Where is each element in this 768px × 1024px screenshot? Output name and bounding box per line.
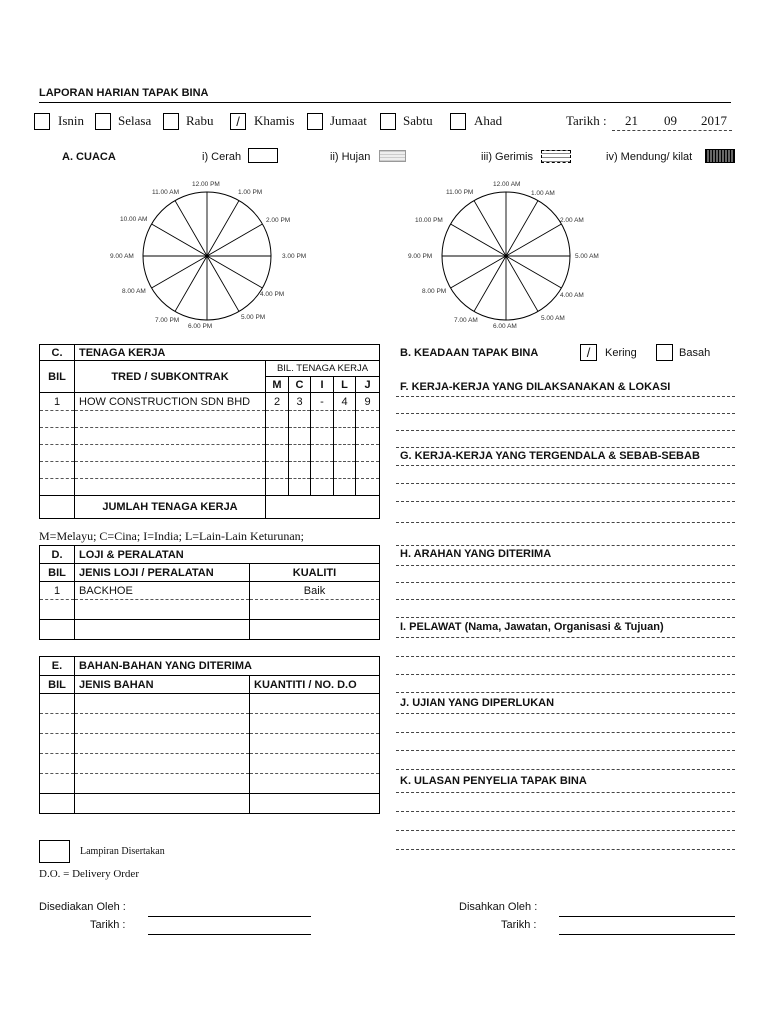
clock-label: 6.00 AM: [493, 323, 517, 330]
bahan-table: [39, 656, 380, 814]
dotted-line[interactable]: [396, 413, 735, 414]
cuaca-heading: A. CUACA: [62, 151, 116, 163]
dotted-line[interactable]: [396, 811, 735, 812]
lampiran-label: Lampiran Disertakan: [80, 846, 165, 857]
section-k-heading: K. ULASAN PENYELIA TAPAK BINA: [400, 775, 587, 787]
clock-label: 10.00 AM: [120, 216, 148, 223]
dotted-line[interactable]: [396, 792, 735, 793]
date-day[interactable]: 21: [625, 113, 638, 128]
lampiran-checkbox[interactable]: [39, 840, 70, 863]
day-checkbox-jumaat[interactable]: [307, 113, 323, 130]
cuaca-gerimis-box[interactable]: [541, 150, 571, 163]
table-row[interactable]: [40, 754, 380, 774]
table-row: [40, 582, 380, 600]
weather-clock-night: [398, 176, 618, 332]
clock-label: 5.00 PM: [241, 314, 266, 321]
tarikh-left-label: Tarikh :: [90, 919, 126, 931]
day-label-jumaat: Jumaat: [330, 113, 367, 128]
tenaga-subcol: C: [289, 377, 311, 393]
bahan-letter: E.: [40, 657, 75, 676]
day-label-selasa: Selasa: [118, 113, 152, 128]
clock-spoke: [506, 224, 561, 256]
loji-col-kualiti: KUALITI: [250, 564, 380, 582]
clock-label: 2.00 PM: [266, 217, 291, 224]
table-row[interactable]: [40, 774, 380, 794]
tenaga-row-bil: 1: [40, 393, 75, 411]
clock-spoke: [506, 256, 561, 288]
day-label-khamis: Khamis: [254, 113, 295, 128]
keadaan-basah-label: Basah: [679, 347, 711, 359]
tenaga-total-value[interactable]: [266, 496, 380, 519]
clock-label: 4.00 PM: [260, 291, 285, 298]
clock-spoke: [506, 256, 538, 311]
clock-label: 5.00 AM: [541, 315, 565, 322]
tenaga-subcol: L: [334, 377, 356, 393]
table-row[interactable]: [40, 714, 380, 734]
table-row[interactable]: [40, 694, 380, 714]
disediakan-label: Disediakan Oleh :: [39, 901, 126, 913]
tenaga-row-l: 4: [334, 393, 356, 411]
dotted-line[interactable]: [396, 465, 735, 466]
dotted-line[interactable]: [396, 656, 735, 657]
clock-spoke: [207, 201, 239, 256]
day-label-rabu: Rabu: [186, 113, 214, 128]
table-row: [40, 393, 380, 411]
clock-label: 12.00 PM: [192, 181, 220, 188]
section-j-heading: J. UJIAN YANG DIPERLUKAN: [400, 697, 555, 709]
dotted-line[interactable]: [396, 599, 735, 600]
cuaca-hujan-label: ii) Hujan: [330, 151, 371, 163]
table-row[interactable]: [40, 734, 380, 754]
day-checkbox-rabu[interactable]: [163, 113, 179, 130]
dotted-line[interactable]: [396, 750, 735, 751]
tenaga-total-label: JUMLAH TENAGA KERJA: [75, 496, 266, 519]
dotted-line[interactable]: [396, 447, 735, 448]
dotted-line[interactable]: [396, 830, 735, 831]
tenaga-col-group: BIL. TENAGA KERJA: [266, 361, 380, 377]
bahan-col-bil: BIL: [40, 676, 75, 694]
clock-label: 9.00 PM: [408, 253, 433, 260]
day-checkbox-isnin[interactable]: [34, 113, 50, 130]
loji-col-bil: BIL: [40, 564, 75, 582]
section-i-heading: I. PELAWAT (Nama, Jawatan, Organisasi & Tujuan): [400, 621, 664, 633]
loji-table: [39, 545, 380, 640]
disediakan-line[interactable]: [148, 916, 311, 917]
clock-spokes: [442, 192, 570, 320]
clock-spoke: [451, 224, 506, 256]
table-row[interactable]: [40, 794, 380, 814]
clock-spoke: [506, 201, 538, 256]
tenaga-row-name: HOW CONSTRUCTION SDN BHD: [75, 393, 266, 411]
dotted-line[interactable]: [396, 849, 735, 850]
clock-label: 5.00 AM: [575, 253, 599, 260]
page-title: LAPORAN HARIAN TAPAK BINA: [39, 87, 209, 99]
clock-spoke: [474, 256, 506, 311]
title-underline: [39, 102, 731, 103]
date-month[interactable]: 09: [664, 113, 677, 128]
cuaca-gerimis-label: iii) Gerimis: [481, 151, 533, 163]
clock-label: 8.00 PM: [422, 288, 447, 295]
clock-spoke: [175, 201, 207, 256]
day-checkbox-sabtu[interactable]: [380, 113, 396, 130]
loji-row-jenis: BACKHOE: [75, 582, 250, 600]
date-underline: [612, 130, 732, 131]
clock-label: 10.00 PM: [415, 217, 443, 224]
clock-label: 11.00 AM: [152, 189, 179, 196]
dotted-line[interactable]: [396, 565, 735, 566]
table-row[interactable]: [40, 479, 380, 496]
clock-label: 8.00 AM: [122, 288, 146, 295]
tenaga-legend: M=Melayu; C=Cina; I=India; L=Lain-Lain Keturunan;: [39, 529, 305, 543]
dotted-line[interactable]: [396, 430, 735, 431]
clock-spoke: [451, 256, 506, 288]
dotted-line[interactable]: [396, 582, 735, 583]
day-label-sabtu: Sabtu: [403, 113, 433, 128]
dotted-line[interactable]: [396, 522, 735, 523]
keadaan-heading: B. KEADAAN TAPAK BINA: [400, 347, 539, 359]
table-row[interactable]: [40, 462, 380, 479]
tenaga-row-i: -: [311, 393, 334, 411]
day-checkbox-khamis[interactable]: /: [230, 113, 246, 130]
clock-label: 11.00 PM: [446, 189, 474, 196]
clock-label: 7.00 PM: [155, 317, 180, 324]
tenaga-row-j: 9: [356, 393, 380, 411]
loji-col-jenis: JENIS LOJI / PERALATAN: [75, 564, 250, 582]
bahan-col-jenis: JENIS BAHAN: [75, 676, 250, 694]
bahan-heading: BAHAN-BAHAN YANG DITERIMA: [75, 657, 380, 676]
tenaga-subcol: J: [356, 377, 380, 393]
clock-label: 9.00 AM: [110, 253, 134, 260]
table-row[interactable]: [40, 620, 380, 640]
keadaan-kering-checkbox[interactable]: /: [580, 344, 597, 361]
dotted-line[interactable]: [396, 501, 735, 502]
keadaan-basah-checkbox[interactable]: [656, 344, 673, 361]
table-row[interactable]: [40, 428, 380, 445]
dotted-line[interactable]: [396, 637, 735, 638]
dotted-line[interactable]: [396, 769, 735, 770]
loji-row-kualiti: Baik: [250, 582, 380, 600]
tenaga-kerja-table: [39, 344, 380, 519]
disahkan-label: Disahkan Oleh :: [459, 901, 538, 913]
keadaan-kering-label: Kering: [605, 347, 637, 359]
table-row[interactable]: [40, 600, 380, 620]
date-year[interactable]: 2017: [701, 113, 727, 128]
section-h-heading: H. ARAHAN YANG DITERIMA: [400, 548, 552, 560]
loji-heading: LOJI & PERALATAN: [75, 546, 380, 564]
cuaca-cerah-box[interactable]: [248, 148, 278, 163]
loji-letter: D.: [40, 546, 75, 564]
do-note: D.O. = Delivery Order: [39, 868, 139, 880]
tarikh-right-line[interactable]: [559, 934, 735, 935]
clock-label: 12.00 AM: [493, 181, 521, 188]
clock-spokes: [143, 192, 271, 320]
clock-spoke: [152, 256, 207, 288]
tarikh-right-label: Tarikh :: [501, 919, 537, 931]
loji-row-bil: 1: [40, 582, 75, 600]
dotted-line[interactable]: [396, 483, 735, 484]
clock-label: 6.00 PM: [188, 323, 213, 330]
clock-label: 1.00 PM: [238, 189, 263, 196]
cuaca-hujan-box[interactable]: [379, 150, 406, 162]
tarikh-left-line[interactable]: [148, 934, 311, 935]
tenaga-col-bil: BIL: [40, 361, 75, 393]
table-row[interactable]: [40, 411, 380, 428]
tenaga-subcol: M: [266, 377, 289, 393]
table-row[interactable]: [40, 445, 380, 462]
clock-spoke: [207, 256, 239, 311]
dotted-line[interactable]: [396, 617, 735, 618]
dotted-line[interactable]: [396, 674, 735, 675]
section-g-heading: G. KERJA-KERJA YANG TERGENDALA & SEBAB-SEBAB: [400, 450, 700, 462]
day-checkbox-ahad[interactable]: [450, 113, 466, 130]
clock-label: 3.00 PM: [282, 253, 307, 260]
bahan-col-kuantiti: KUANTITI / NO. D.O: [250, 676, 380, 694]
dotted-line[interactable]: [396, 545, 735, 546]
date-label: Tarikh :: [566, 113, 607, 128]
clock-spoke: [207, 256, 262, 288]
tenaga-letter: C.: [40, 345, 75, 361]
tenaga-heading: TENAGA KERJA: [75, 345, 380, 361]
clock-label: 7.00 AM: [454, 317, 478, 324]
section-f-heading: F. KERJA-KERJA YANG DILAKSANAKAN & LOKASI: [400, 381, 671, 393]
day-label-ahad: Ahad: [474, 113, 503, 128]
weather-clock-day: [100, 176, 320, 332]
clock-label: 1.00 AM: [531, 190, 555, 197]
clock-label: 4.00 AM: [560, 292, 584, 299]
tenaga-row-c: 3: [289, 393, 311, 411]
dotted-line[interactable]: [396, 692, 735, 693]
cuaca-mendung-label: iv) Mendung/ kilat: [606, 151, 693, 163]
day-checkbox-selasa[interactable]: [95, 113, 111, 130]
clock-spoke: [207, 224, 262, 256]
cuaca-mendung-box[interactable]: [705, 149, 735, 163]
clock-spoke: [474, 201, 506, 256]
cuaca-cerah-label: i) Cerah: [202, 151, 242, 163]
dotted-line[interactable]: [396, 713, 735, 714]
dotted-line[interactable]: [396, 396, 735, 397]
clock-spoke: [152, 224, 207, 256]
clock-label: 2.00 AM: [560, 217, 584, 224]
clock-spoke: [175, 256, 207, 311]
tenaga-col-tred: TRED / SUBKONTRAK: [75, 361, 266, 393]
tenaga-subcol: I: [311, 377, 334, 393]
tenaga-row-m: 2: [266, 393, 289, 411]
dotted-line[interactable]: [396, 732, 735, 733]
disahkan-line[interactable]: [559, 916, 735, 917]
day-label-isnin: Isnin: [58, 113, 84, 128]
